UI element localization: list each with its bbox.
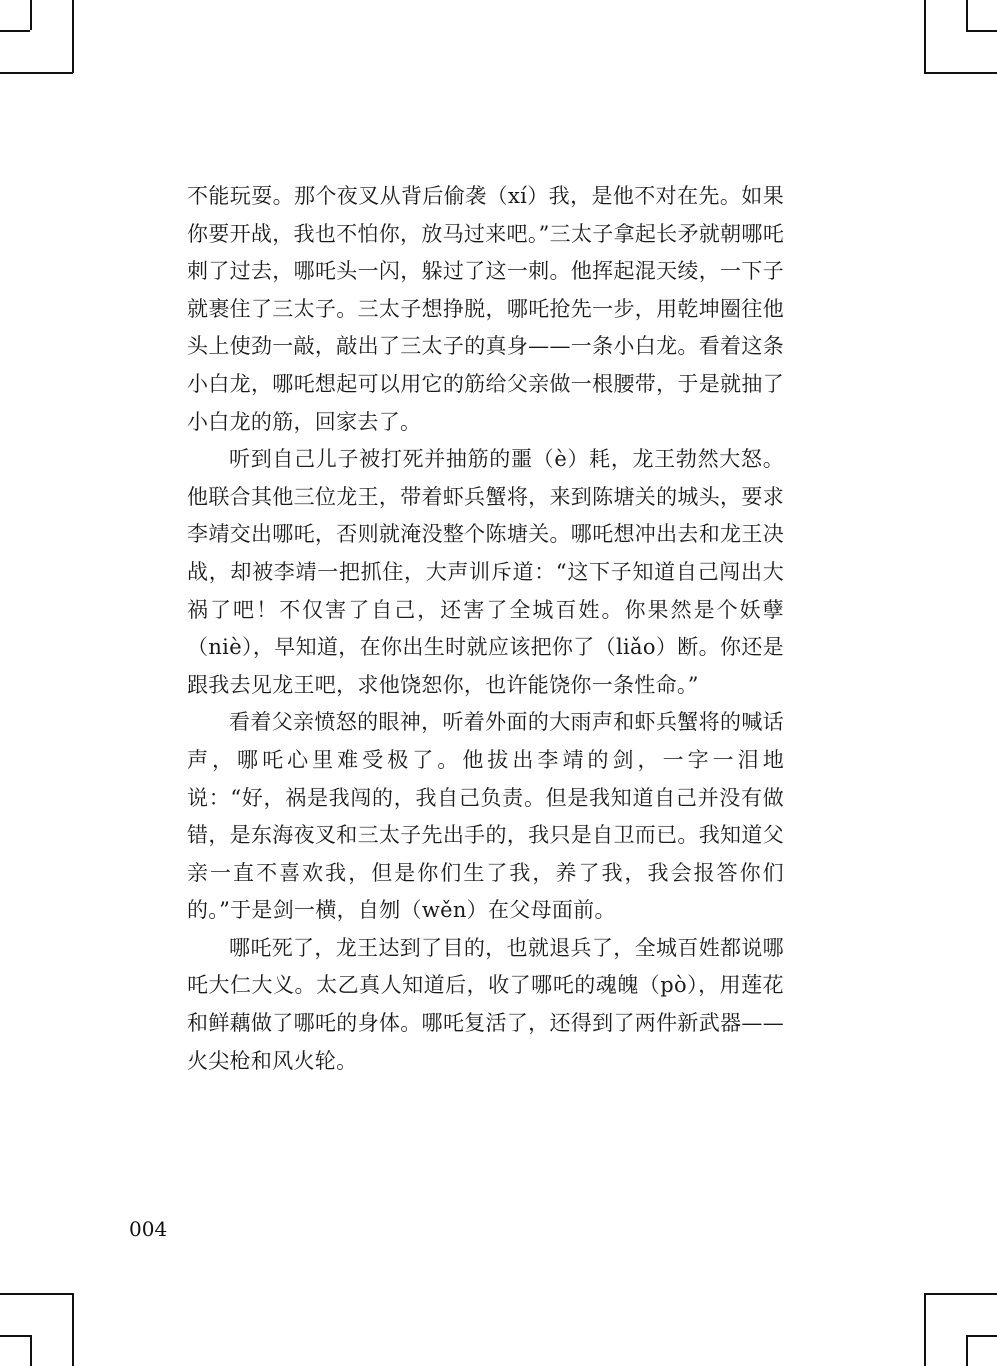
crop-mark-bottom-right-v2 bbox=[966, 1335, 968, 1366]
crop-mark-bottom-right-h2 bbox=[966, 1335, 997, 1337]
crop-mark-top-right-v2 bbox=[966, 0, 968, 30]
crop-mark-top-left-v bbox=[72, 0, 74, 73]
paragraph-3: 看着父亲愤怒的眼神，听着外面的大雨声和虾兵蟹将的喊话声，哪吒心里难受极了。他拔出李靖的剑，一字一泪地说：“好，祸是我闯的，我自己负责。但是我知道自己并没有做错，是东海夜叉和三太子先出手的，我只是自卫而已。我知道父亲一直不喜欢我，但是你们生了我，养了我，我会报答你们的。”于是剑一横，自刎（wěn）在父母面前。 bbox=[187, 710, 784, 923]
crop-mark-bottom-left-v bbox=[72, 1293, 74, 1366]
crop-mark-bottom-left-v2 bbox=[30, 1335, 32, 1366]
crop-mark-top-right-v bbox=[924, 0, 926, 73]
paragraph-1: 不能玩耍。那个夜叉从背后偷袭（xí）我，是他不对在先。如果你要开战，我也不怕你，放马过来吧。”三太子拿起长矛就朝哪吒刺了过去，哪吒头一闪，躲过了这一刺。他挥起混天绫，一下子就裹住了三太子。三太子想挣脱，哪吒抢先一步，用乾坤圈往他头上使劲一敲，敲出了三太子的真身——一条小白龙。看着这条小白龙，哪吒想起可以用它的筋给父亲做一根腰带，于是就抽了小白龙的筋，回家去了。 bbox=[187, 184, 784, 434]
crop-mark-bottom-left-h bbox=[0, 1293, 73, 1295]
body-text bbox=[187, 178, 784, 1080]
paragraph-2: 听到自己儿子被打死并抽筋的噩（è）耗，龙王勃然大怒。他联合其他三位龙王，带着虾兵蟹将，来到陈塘关的城头，要求李靖交出哪吒，否则就淹没整个陈塘关。哪吒想冲出去和龙王决战，却被李靖一把抓住，大声训斥道：“这下子知道自己闯出大祸了吧！不仅害了自己，还害了全城百姓。你果然是个妖孽（niè），早知道，在你出生时就应该把你了（liǎo）断。你还是跟我去见龙王吧，求他饶恕你，也许能饶你一条性命。” bbox=[187, 447, 784, 697]
crop-mark-top-left-h2 bbox=[0, 30, 30, 32]
crop-mark-bottom-right-h bbox=[924, 1293, 997, 1295]
crop-mark-top-right-h bbox=[924, 72, 997, 74]
crop-mark-top-right-h2 bbox=[966, 30, 997, 32]
crop-mark-bottom-right-v bbox=[924, 1293, 926, 1366]
page-number: 004 bbox=[129, 1217, 168, 1241]
crop-mark-top-left-v2 bbox=[30, 0, 32, 30]
paragraph-4: 哪吒死了，龙王达到了目的，也就退兵了，全城百姓都说哪吒大仁大义。太乙真人知道后，收了哪吒的魂魄（pò），用莲花和鲜藕做了哪吒的身体。哪吒复活了，还得到了两件新武器——火尖枪和风火轮。 bbox=[187, 935, 784, 1073]
crop-mark-bottom-left-h2 bbox=[0, 1335, 30, 1337]
crop-mark-top-left-h bbox=[0, 72, 73, 74]
